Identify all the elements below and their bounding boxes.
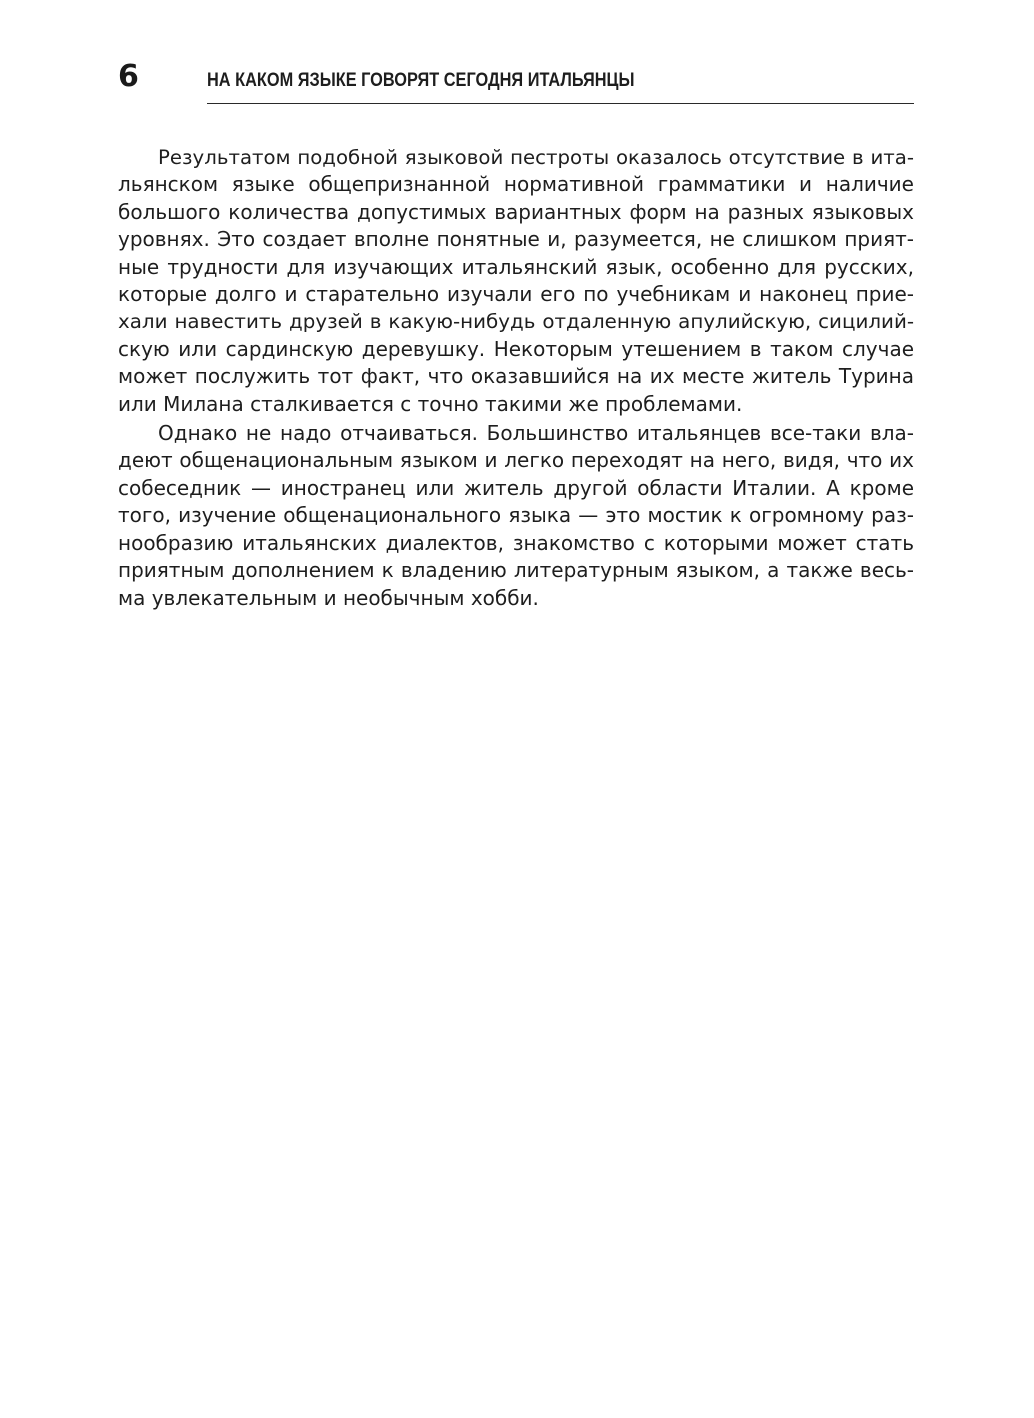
text-line: хали навестить друзей в какую-нибудь отдаленную апулийскую, сицилий-	[118, 310, 914, 334]
text-line: нообразию итальянских диалектов, знакомство с которыми может стать	[118, 530, 914, 555]
text-line: ные трудности для изучающих итальянский язык, особенно для русских,	[118, 254, 914, 279]
text-line: которые долго и старательно изучали его по учебникам и наконец прие-	[118, 282, 914, 307]
page-number: 6	[118, 59, 139, 94]
text-line: ма увлекательным и необычным хобби.	[118, 585, 539, 610]
text-line: или Милана сталкивается с точно такими же проблемами.	[118, 391, 743, 416]
text-line: скую или сардинскую деревушку. Некоторым утешением в таком случае	[118, 336, 914, 361]
running-header-title: НА КАКОМ ЯЗЫКЕ ГОВОРЯТ СЕГОДНЯ ИТАЛЬЯНЦЫ	[207, 70, 635, 91]
text-line: приятным дополнением к владению литературным языком, а также весь-	[118, 558, 914, 583]
text-line: деют общенациональным языком и легко переходят на него, видя, что их	[118, 448, 914, 473]
body-text	[118, 144, 914, 612]
text-line: может послужить тот факт, что оказавшийся на их месте житель Турина	[118, 364, 914, 389]
header-divider	[207, 103, 914, 104]
text-line: большого количества допустимых вариантных форм на разных языковых	[118, 199, 914, 224]
text-line: уровнях. Это создает вполне понятные и, разумеется, не слишком прият-	[118, 227, 914, 252]
paragraph-1	[118, 144, 914, 418]
text-line: Результатом подобной языковой пестроты оказалось отсутствие в ита-	[158, 146, 914, 169]
text-line: Однако не надо отчаиваться. Большинство итальянцев все-таки вла-	[158, 421, 914, 446]
paragraph-2	[118, 420, 914, 612]
text-line: того, изучение общенационального языка — это мостик к огромному раз-	[118, 503, 914, 528]
text-line: собеседник — иностранец или житель другой области Италии. А кроме	[118, 475, 914, 500]
text-line: льянском языке общепризнанной нормативной грамматики и наличие	[118, 172, 914, 197]
